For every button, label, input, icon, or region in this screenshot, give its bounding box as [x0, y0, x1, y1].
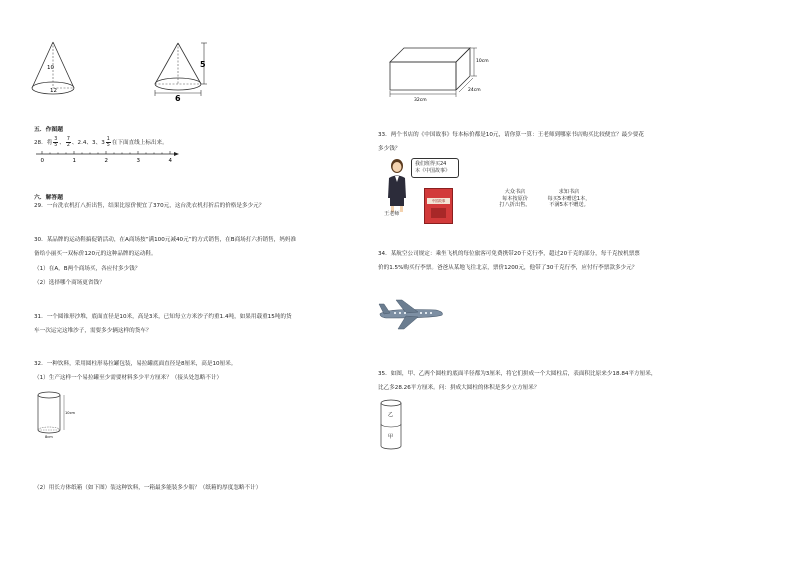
- teacher-illustration: [380, 158, 414, 214]
- cone-figure-2: [148, 40, 214, 102]
- question-33-line1: 33．两个书店的《中国故事》每本标价都是10元，请你算一算：王老师到哪家书店购买比较便宜？最少要花: [378, 132, 644, 138]
- store2-name: 求知书店: [558, 189, 580, 195]
- number-line-tick-label: 1: [72, 158, 76, 164]
- speech-line1: 我们班得买24: [415, 161, 447, 167]
- question-30-sub1: （1）在A，B两个商场买，各应付多少钱？: [34, 266, 141, 272]
- question-28: 28．将 $\frac{3}{5}$ 、 $\frac{7}{2}$ 、 2.4 、 3 、 3 $\frac{1}{5}$ 在下面直线上标出来。: [34, 137, 168, 148]
- fraction-2-num: 7: [66, 137, 70, 142]
- question-35-line2: 比乙多28.26平方厘米。问：拼成大圆柱的体积是多少立方厘米？: [378, 385, 540, 391]
- question-35-line1: 35．如图，甲、乙两个圆柱的底面半径都为3厘米，将它们拼成一个大圆柱后，表面积比原来少18.84平方厘米，: [378, 371, 657, 377]
- number-line-tick-label: 0: [40, 158, 44, 164]
- cylinder-figure-35: [378, 398, 408, 454]
- mixed-den: 5: [106, 143, 110, 148]
- question-32-sub1: （1）生产这样一个易拉罐至少需要材料多少平方厘米？（接头处忽略不计）: [34, 375, 223, 381]
- box-width-label: 24cm: [468, 88, 481, 93]
- mixed-whole: 3: [101, 139, 105, 146]
- question-34-line1: 34．某航空公司规定：乘坐飞机的每位旅客可免费携带20千克行李，超过20千克的部分，每千克按机票票: [378, 251, 640, 257]
- speech-bubble: [411, 158, 459, 178]
- book-illustration: [431, 208, 446, 218]
- value-2-4: 2.4: [77, 139, 87, 146]
- cone1-diameter-label: 12: [50, 88, 57, 94]
- question-30-line2: 备给小丽买一双标价120元的这种品牌的运动鞋。: [34, 251, 157, 257]
- fraction-2: [66, 137, 71, 148]
- q28-lead: 28．将: [34, 139, 53, 146]
- speech-line2: 本《中国故事》: [415, 168, 451, 174]
- fraction-2-den: 2: [66, 143, 70, 148]
- store1-name: 大众书店: [504, 189, 526, 195]
- value-3: 3: [92, 139, 96, 146]
- fraction-1-num: 3: [54, 137, 58, 142]
- airplane-illustration: [376, 296, 446, 332]
- cone2-diameter-label: 6: [175, 94, 181, 103]
- store2-line1: 每买5本赠送1本，: [547, 195, 591, 202]
- question-32-line1: 32．一种饮料，采用圆柱形易拉罐包装，易拉罐底面直径是8厘米，高是10厘米。: [34, 361, 237, 367]
- question-34-line2: 价的1.5%购买行李票。爸爸从某地飞往北京，票价1200元，他带了30千克行李，应付行李票款多少元？: [378, 265, 638, 271]
- box-length-label: 32cm: [414, 98, 427, 103]
- cone-figure-1: [28, 38, 78, 100]
- store2-line2: 不满5本不赠送。: [549, 202, 589, 208]
- question-31-line1: 31．一个圆锥形沙堆，底面直径是10米，高是3米，已知每立方米沙子约重1.4吨，如果用载重15吨的货: [34, 314, 292, 320]
- store1-line2: 打八折出售。: [499, 202, 531, 208]
- fraction-1-den: 5: [54, 143, 58, 148]
- store-dazhong: [495, 189, 535, 209]
- q28-tail: 在下面直线上标出来。: [111, 139, 168, 146]
- cone1-height-label: 10: [47, 65, 54, 71]
- number-line-tick-label: 3: [136, 158, 140, 164]
- question-33-line2: 多少钱？: [378, 146, 401, 152]
- mixed-num: 1: [106, 137, 110, 142]
- question-30-line1: 30．某品牌的运动鞋搞促销活动，在A商场按“满100元减40元”的方式销售，在B商场打六折销售，妈妈准: [34, 237, 297, 243]
- section6-title: 六．解答题: [34, 195, 63, 201]
- question-32-sub2: （2）用长方体纸箱（如下图）装这种饮料，一箱最多能装多少瓶？（纸箱的厚度忽略不计）: [34, 485, 262, 491]
- teacher-name: 王老师: [384, 211, 400, 217]
- store1-line1: 每本按原价: [502, 195, 528, 202]
- cone2-height-label: 5: [200, 60, 206, 69]
- cylinder35-top-label: 乙: [388, 412, 394, 418]
- box-height-label: 10cm: [476, 59, 489, 64]
- section5-title: 五．作图题: [34, 127, 63, 133]
- cylinder35-bottom-label: 甲: [388, 434, 394, 440]
- number-line-tick-label: 2: [104, 158, 108, 164]
- book-title: 中国故事: [427, 198, 450, 204]
- cylinder32-height-label: 10cm: [65, 411, 76, 415]
- cuboid-figure: [388, 44, 498, 102]
- number-line-tick-label: 4: [168, 158, 172, 164]
- cylinder-figure-32: [34, 390, 74, 440]
- question-29: 29．一台洗衣机打八折出售，结果比原价便宜了370元，这台洗衣机打折后的价格是多少元？: [34, 203, 265, 209]
- mixed-number: [101, 137, 112, 148]
- question-31-line2: 车一次运完这堆沙子，需要多少辆这样的货车？: [34, 328, 152, 334]
- number-line: [34, 150, 184, 170]
- question-30-sub2: （2）选择哪个商场更省钱？: [34, 280, 105, 286]
- book-cover: [424, 188, 453, 224]
- fraction-1: [53, 137, 58, 148]
- cylinder32-diameter-label: 8cm: [45, 435, 53, 439]
- store-qiuzhi: [543, 189, 595, 209]
